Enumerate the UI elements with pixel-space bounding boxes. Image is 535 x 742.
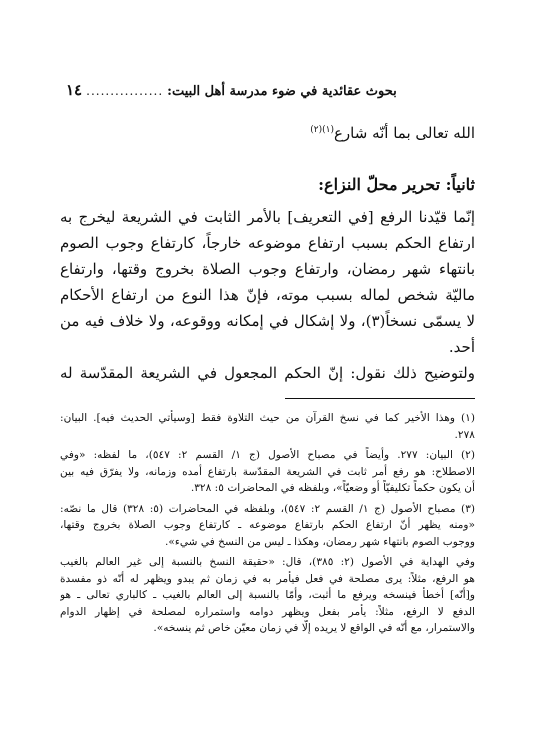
paragraph-1 (60, 204, 475, 360)
section-title: ثانياً: تحرير محلّ النزاع: (318, 175, 475, 194)
page-number: ١٤ (66, 81, 83, 99)
footnote-line: وفي الهداية في الأصول (٢: ٣٨٥)، قال: «حقيقة النسخ بالنسبة إلى غير العالم بالغيب (60, 556, 475, 568)
paragraph-line: ولتوضيح ذلك نقول: إنّ الحكم المجعول في الشريعة المقدّسة له (60, 364, 475, 382)
paragraph-2 (60, 361, 475, 386)
footnote-line: (٣) مصباح الأصول (ج ١/ القسم ٢: ٥٤٧)، وبلفظه في المحاضرات (٥: ٣٢٨) قال ما نصّه: (60, 502, 475, 515)
section-title-block (60, 172, 475, 197)
paragraph-line: بانتهاء شهر رمضان، وارتفاع وجوب الصلاة بخروج وقتها، وارتفاع (60, 260, 475, 278)
intro-text: الله تعالى بما أنّه شارع (333, 124, 475, 142)
footnote-line: الاصطلاح: هو رفع أمر ثابت في الشريعة المقدّسة بارتفاع أمده وزمانه، ولا يفرّق فيه بين (60, 465, 475, 478)
footnote-line: ووجوب الصوم بانتهاء شهر رمضان، وهكذا ـ ليس من النسخ في شيء». (165, 535, 475, 548)
header-dots: ................ (86, 84, 164, 98)
running-title: بحوث عقائدية في ضوء مدرسة أهل البيت: (167, 84, 397, 99)
running-header (64, 81, 475, 99)
footnote-line: الدفع لا الرفع، مثلاً: يأمر بفعل ويظهر دوامه واستمراره لمصلحة في إظهار الدوام (60, 605, 475, 618)
footnote-line: (٢) البيان: ٢٧٧. وأيضاً في مصباح الأصول (ج ١/ القسم ٢: ٥٤٧)، ما لفظه: «وفي (60, 449, 475, 461)
footnote-line: «ومنه يظهر أنّ ارتفاع الحكم بارتفاع موضوعه ـ كارتفاع وجوب الصلاة بخروج وقتها، (60, 519, 475, 531)
paragraph-line: أحد. (448, 338, 475, 356)
footnote-line: والاستمرار، مع أنّه في الواقع لا يريده إلّا في زمان معيّن خاص ثم ينسخه». (153, 622, 475, 634)
intro-line (60, 118, 475, 146)
paragraph-line: لا يسمّى نسخاً(٣)، ولا إشكال في إمكانه ووقوعه، ولا خلاف فيه من (60, 312, 476, 330)
footnote-line: أن يكون حكماً تكليفيّاً أو وضعيّاً»، وبلفظه في المحاضرات ٥: ٣٢٨. (190, 482, 475, 494)
footnotes (60, 410, 475, 637)
footnote-separator (285, 398, 475, 399)
intro-footnote-refs: (١)(٢) (310, 125, 334, 135)
footnote-line: (١) وهذا الأخير كما في نسخ القرآن من حيث التلاوة فقط [وسيأتي الحديث فيه]. البيان: (60, 412, 475, 424)
footnote-line: هو الرفع، مثلاً: يرى مصلحة في فعل فيأمر به في زمان ثم يبدو ويظهر له أنّه ذو مفسدة (60, 572, 475, 585)
paragraph-line: ماليّة شخص لماله بسبب موته، فإنّ هذا النوع من ارتفاع الأحكام (60, 286, 475, 304)
footnote-line: و[أنّه] أخطأ فينسخه ويرفع ما أثبت، وأمّا بالنسبة إلى العالم بالغيب ـ كالباري تعالى ـ هو (60, 589, 475, 601)
paragraph-line: إنّما قيّدنا الرفع [في التعريف] بالأمر الثابت في الشريعة ليخرج به (60, 208, 475, 226)
footnote-line: ٢٧٨. (454, 428, 475, 441)
paragraph-line: ارتفاع الحكم بسبب ارتفاع موضوعه خارجاً، كارتفاع وجوب الصوم (60, 234, 475, 252)
